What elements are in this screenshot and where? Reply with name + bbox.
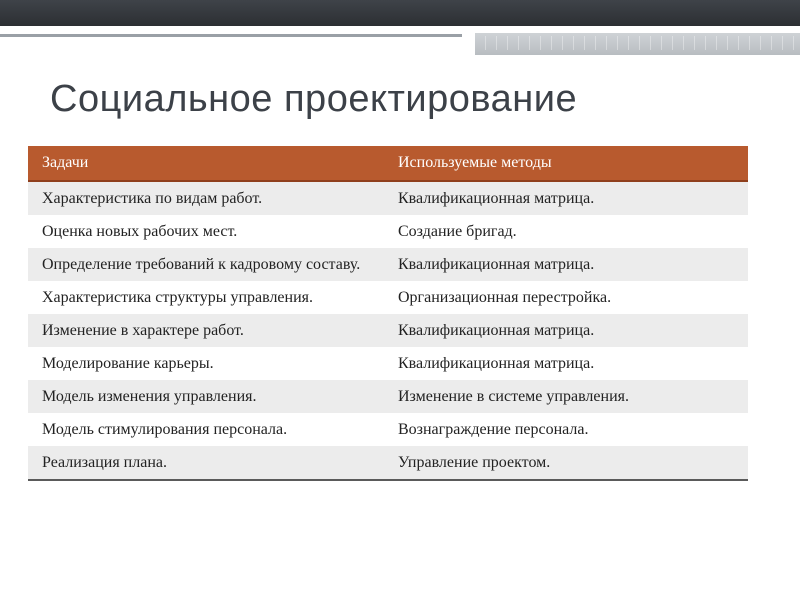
methods-table	[28, 146, 748, 481]
table-row	[28, 181, 748, 215]
table-row	[28, 347, 748, 380]
top-rule-line	[0, 34, 462, 37]
method-cell: Квалификационная матрица.	[384, 314, 748, 347]
header-methods: Используемые методы	[384, 146, 748, 181]
method-cell: Изменение в системе управления.	[384, 380, 748, 413]
task-cell: Характеристика структуры управления.	[28, 281, 384, 314]
method-cell: Организационная перестройка.	[384, 281, 748, 314]
top-dark-band	[0, 0, 800, 26]
table-row	[28, 413, 748, 446]
task-cell: Реализация плана.	[28, 446, 384, 480]
slide-title: Социальное проектирование	[50, 78, 578, 120]
method-cell: Управление проектом.	[384, 446, 748, 480]
table-row	[28, 215, 748, 248]
table-row	[28, 446, 748, 480]
method-cell: Квалификационная матрица.	[384, 248, 748, 281]
table-header-row	[28, 146, 748, 181]
task-cell: Характеристика по видам работ.	[28, 181, 384, 215]
task-cell: Модель изменения управления.	[28, 380, 384, 413]
method-cell: Квалификационная матрица.	[384, 347, 748, 380]
method-cell: Создание бригад.	[384, 215, 748, 248]
table-row	[28, 380, 748, 413]
table-row	[28, 281, 748, 314]
top-right-ticks	[475, 36, 800, 50]
task-cell: Изменение в характере работ.	[28, 314, 384, 347]
task-cell: Определение требований к кадровому составу.	[28, 248, 384, 281]
table-row	[28, 248, 748, 281]
task-cell: Модель стимулирования персонала.	[28, 413, 384, 446]
table-row	[28, 314, 748, 347]
task-cell: Моделирование карьеры.	[28, 347, 384, 380]
method-cell: Вознаграждение персонала.	[384, 413, 748, 446]
header-tasks: Задачи	[28, 146, 384, 181]
method-cell: Квалификационная матрица.	[384, 181, 748, 215]
task-cell: Оценка новых рабочих мест.	[28, 215, 384, 248]
